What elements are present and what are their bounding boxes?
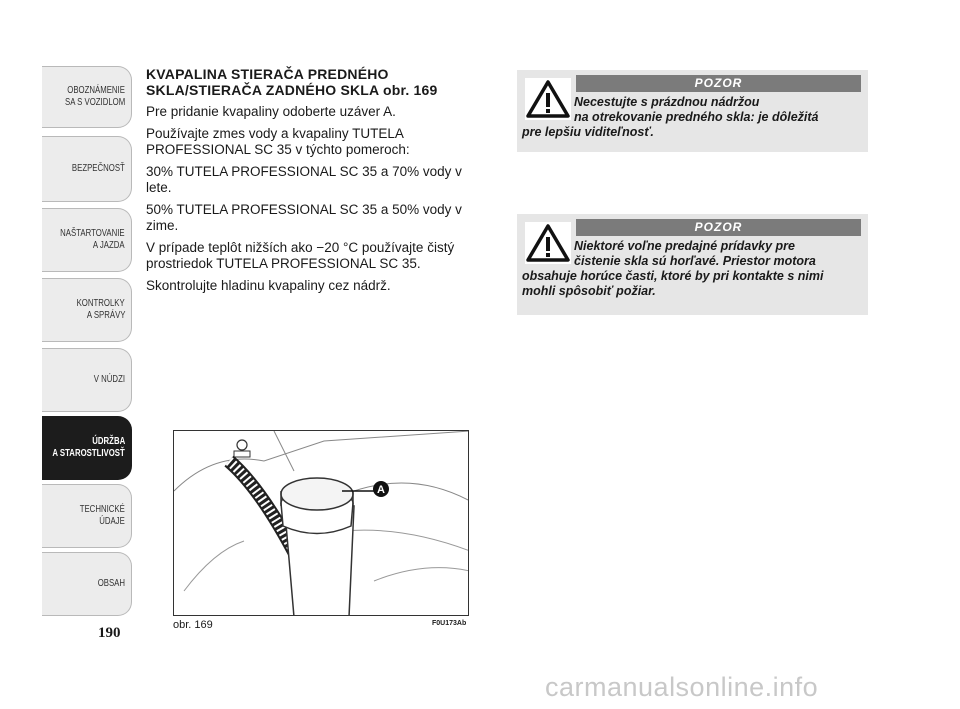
paragraph: 50% TUTELA PROFESSIONAL SC 35 a 50% vody v zime. (146, 202, 462, 233)
heading-line-2: SKLA/STIERAČA ZADNÉHO SKLA (146, 82, 379, 98)
figure-washer-reservoir (173, 430, 469, 616)
heading-figure-reference: obr. 169 (382, 82, 438, 98)
tab-obsah[interactable] (42, 552, 132, 616)
watermark: carmanualsonline.info (545, 672, 819, 702)
tab-bezpecnost[interactable] (42, 136, 132, 202)
figure-caption: obr. 169 (173, 619, 213, 631)
warning-box (517, 214, 868, 315)
tab-udrzba[interactable] (42, 416, 132, 480)
tab-oboznamenie[interactable] (42, 66, 132, 128)
tab-label: A SPRÁVY (86, 310, 125, 321)
tab-label: ÚDRŽBA (92, 436, 125, 447)
tab-v-nudzi[interactable] (42, 348, 132, 412)
tab-label: ÚDAJE (99, 516, 125, 527)
washer-reservoir-illustration (174, 431, 469, 616)
tab-label: A JAZDA (93, 240, 125, 251)
section-heading (146, 66, 476, 98)
tab-nastartovanie[interactable] (42, 208, 132, 272)
tab-technicke[interactable] (42, 484, 132, 548)
warning-title: POZOR (576, 219, 861, 236)
warning-box (517, 70, 868, 152)
main-content (146, 66, 476, 294)
tab-kontrolky[interactable] (42, 278, 132, 342)
tab-label: NAŠTARTOVANIE (60, 228, 125, 239)
figure-label-a: A (377, 484, 385, 496)
page-number: 190 (98, 625, 121, 641)
paragraph: Skontrolujte hladinu kvapaliny cez nádrž. (146, 278, 391, 293)
warning-triangle-icon (525, 78, 571, 120)
warning-line: pre lepšiu viditeľnosť. (522, 125, 654, 139)
heading-line-1: KVAPALINA STIERAČA PREDNÉHO (146, 66, 389, 82)
tab-label: OBOZNÁMENIE (67, 85, 125, 96)
warning-title: POZOR (576, 75, 861, 92)
tab-label: KONTROLKY (76, 298, 125, 309)
tab-label: BEZPEČNOSŤ (72, 163, 125, 174)
tab-label: SA S VOZIDLOM (64, 97, 125, 108)
warning-line: Niektoré voľne predajné prídavky pre (574, 239, 796, 253)
paragraph: Pre pridanie kvapaliny odoberte uzáver A. (146, 104, 396, 119)
paragraph: 30% TUTELA PROFESSIONAL SC 35 a 70% vody v lete. (146, 164, 462, 195)
figure-code: F0U173Ab (432, 620, 467, 627)
tab-label: V NÚDZI (93, 374, 125, 385)
tab-label: A STAROSTLIVOSŤ (52, 448, 125, 459)
warning-line: na otrekovanie predného skla: je dôležitá (574, 110, 819, 124)
warning-line: Necestujte s prázdnou nádržou (574, 95, 760, 109)
paragraph: Používajte zmes vody a kvapaliny TUTELA PROFESSIONAL SC 35 v týchto pomeroch: (146, 126, 410, 157)
paragraph: V prípade teplôt nižších ako −20 °C používajte čistý prostriedok TUTELA PROFESSIONAL SC 35. (146, 240, 455, 271)
tab-label: TECHNICKÉ (79, 504, 125, 515)
warning-triangle-icon (525, 222, 571, 264)
warning-line: čistenie skla sú horľavé. Priestor motora (574, 254, 816, 268)
tab-label: OBSAH (97, 578, 125, 589)
warning-line: obsahuje horúce časti, ktoré by pri kontakte s nimi mohli spôsobiť požiar. (522, 269, 824, 298)
